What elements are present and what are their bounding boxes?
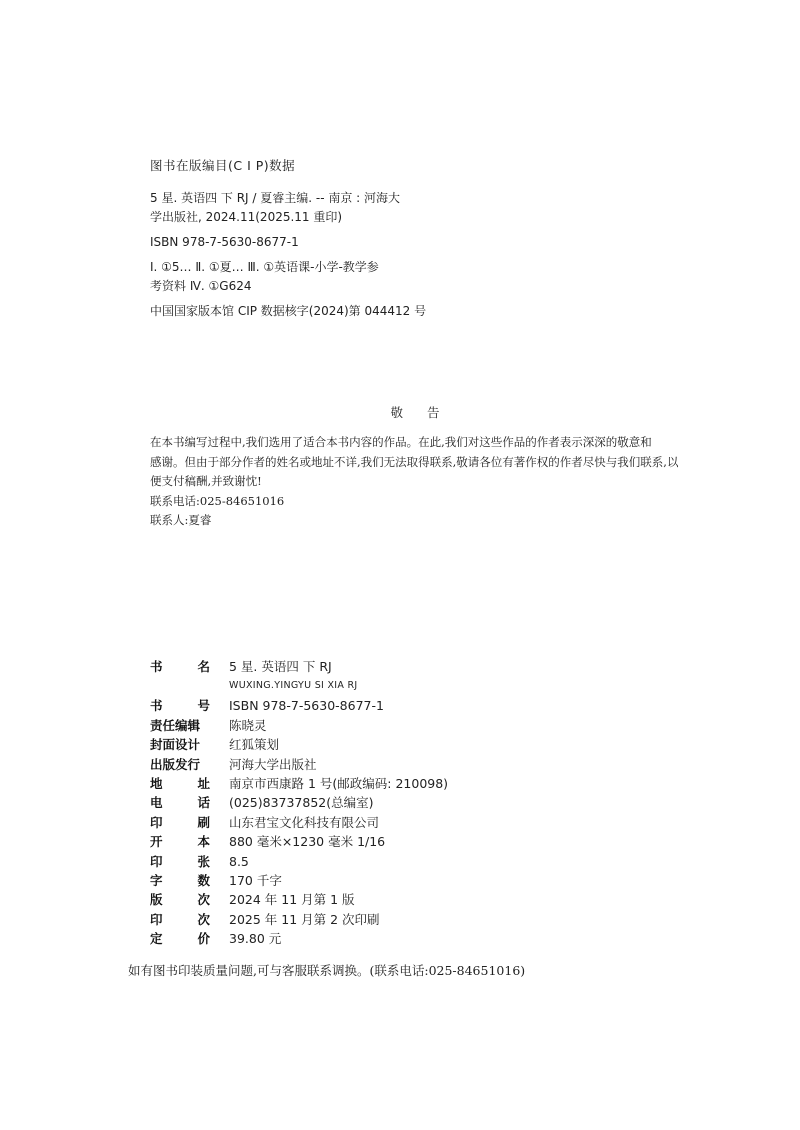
- info-value: 河海大学出版社: [229, 756, 317, 772]
- info-label: 印 刷: [150, 814, 210, 830]
- info-label: 版 次: [150, 892, 210, 908]
- info-row-cover-design: [150, 735, 650, 754]
- info-row-sheets: [150, 852, 650, 871]
- info-label: 书 名: [150, 659, 210, 674]
- info-value: 山东君宝文化科技有限公司: [229, 814, 380, 830]
- info-value: 红狐策划: [229, 737, 280, 753]
- info-row-phone: [150, 793, 650, 812]
- info-row-format: [150, 832, 650, 851]
- info-label: 书 号: [150, 698, 210, 714]
- notice-block: [150, 403, 680, 531]
- cip-subject-line-1: Ⅰ. ①5… Ⅱ. ①夏… Ⅲ. ①英语课-小学-教学参: [150, 260, 379, 274]
- info-value: 陈晓灵: [229, 717, 267, 733]
- info-value: 5 星. 英语四 下 RJ: [229, 659, 332, 674]
- cip-record-line-1: 5 星. 英语四 下 RJ / 夏睿主编. -- 南京 : 河海大: [150, 191, 401, 205]
- info-label: 电 话: [150, 795, 210, 811]
- info-label: 地 址: [150, 775, 210, 791]
- info-label: 定 价: [150, 931, 210, 947]
- cip-subject-line-2: 考资料 Ⅳ. ①G624: [150, 279, 252, 293]
- info-value: 170 千字: [229, 872, 282, 888]
- info-row-editor: [150, 716, 650, 735]
- info-label: 责任编辑: [150, 717, 201, 733]
- info-label: 印 次: [150, 911, 210, 927]
- info-row-address: [150, 774, 650, 793]
- info-row-word-count: [150, 871, 650, 890]
- notice-line-2: 感谢。但由于部分作者的姓名或地址不详,我们无法取得联系,敬请各位有著作权的作者尽快与我们联系,以: [150, 454, 679, 469]
- book-info-table: [150, 657, 650, 948]
- info-value: 2025 年 11 月第 2 次印刷: [229, 911, 380, 927]
- info-row-edition: [150, 890, 650, 909]
- info-value: 39.80 元: [229, 931, 282, 947]
- info-label: 开 本: [150, 834, 210, 850]
- info-row-printing: [150, 910, 650, 929]
- cip-isbn: ISBN 978-7-5630-8677-1: [150, 235, 299, 249]
- info-label: 印 张: [150, 853, 210, 869]
- cip-number: 中国国家版本馆 CIP 数据核字(2024)第 044412 号: [150, 304, 427, 318]
- info-value: 2024 年 11 月第 1 版: [229, 892, 355, 908]
- notice-phone: 联系电话:025-84651016: [150, 493, 285, 508]
- notice-title: 敬告: [390, 405, 464, 420]
- info-row-printer: [150, 813, 650, 832]
- info-value: 南京市西康路 1 号(邮政编码: 210098): [229, 775, 449, 791]
- info-value: ISBN 978-7-5630-8677-1: [229, 698, 384, 714]
- notice-line-3: 便支付稿酬,并致谢忱!: [150, 474, 262, 488]
- pinyin-title: WUXING.YINGYU SI XIA RJ: [229, 680, 358, 692]
- cip-data-block: [150, 156, 570, 327]
- notice-contact-person: 联系人:夏睿: [150, 513, 212, 527]
- cip-title: 图书在版编目(C I P)数据: [150, 158, 296, 173]
- info-row-publisher: [150, 755, 650, 774]
- notice-line-1: 在本书编写过程中,我们选用了适合本书内容的作品。在此,我们对这些作品的作者表示深深的敬意和: [150, 435, 652, 449]
- info-value: (025)83737852(总编室): [229, 795, 374, 811]
- info-row-isbn: [150, 696, 650, 715]
- info-label: 出版发行: [150, 756, 201, 772]
- info-value: 880 毫米×1230 毫米 1/16: [229, 834, 386, 850]
- info-row-price: [150, 929, 650, 948]
- footer-note: 如有图书印装质量问题,可与客服联系调换。(联系电话:025-84651016): [128, 963, 526, 978]
- info-label: 字 数: [150, 872, 210, 888]
- cip-record-line-2: 学出版社, 2024.11(2025.11 重印): [150, 210, 343, 224]
- info-value: 8.5: [229, 853, 249, 869]
- info-label: 封面设计: [150, 737, 201, 753]
- info-row-title: [150, 657, 650, 676]
